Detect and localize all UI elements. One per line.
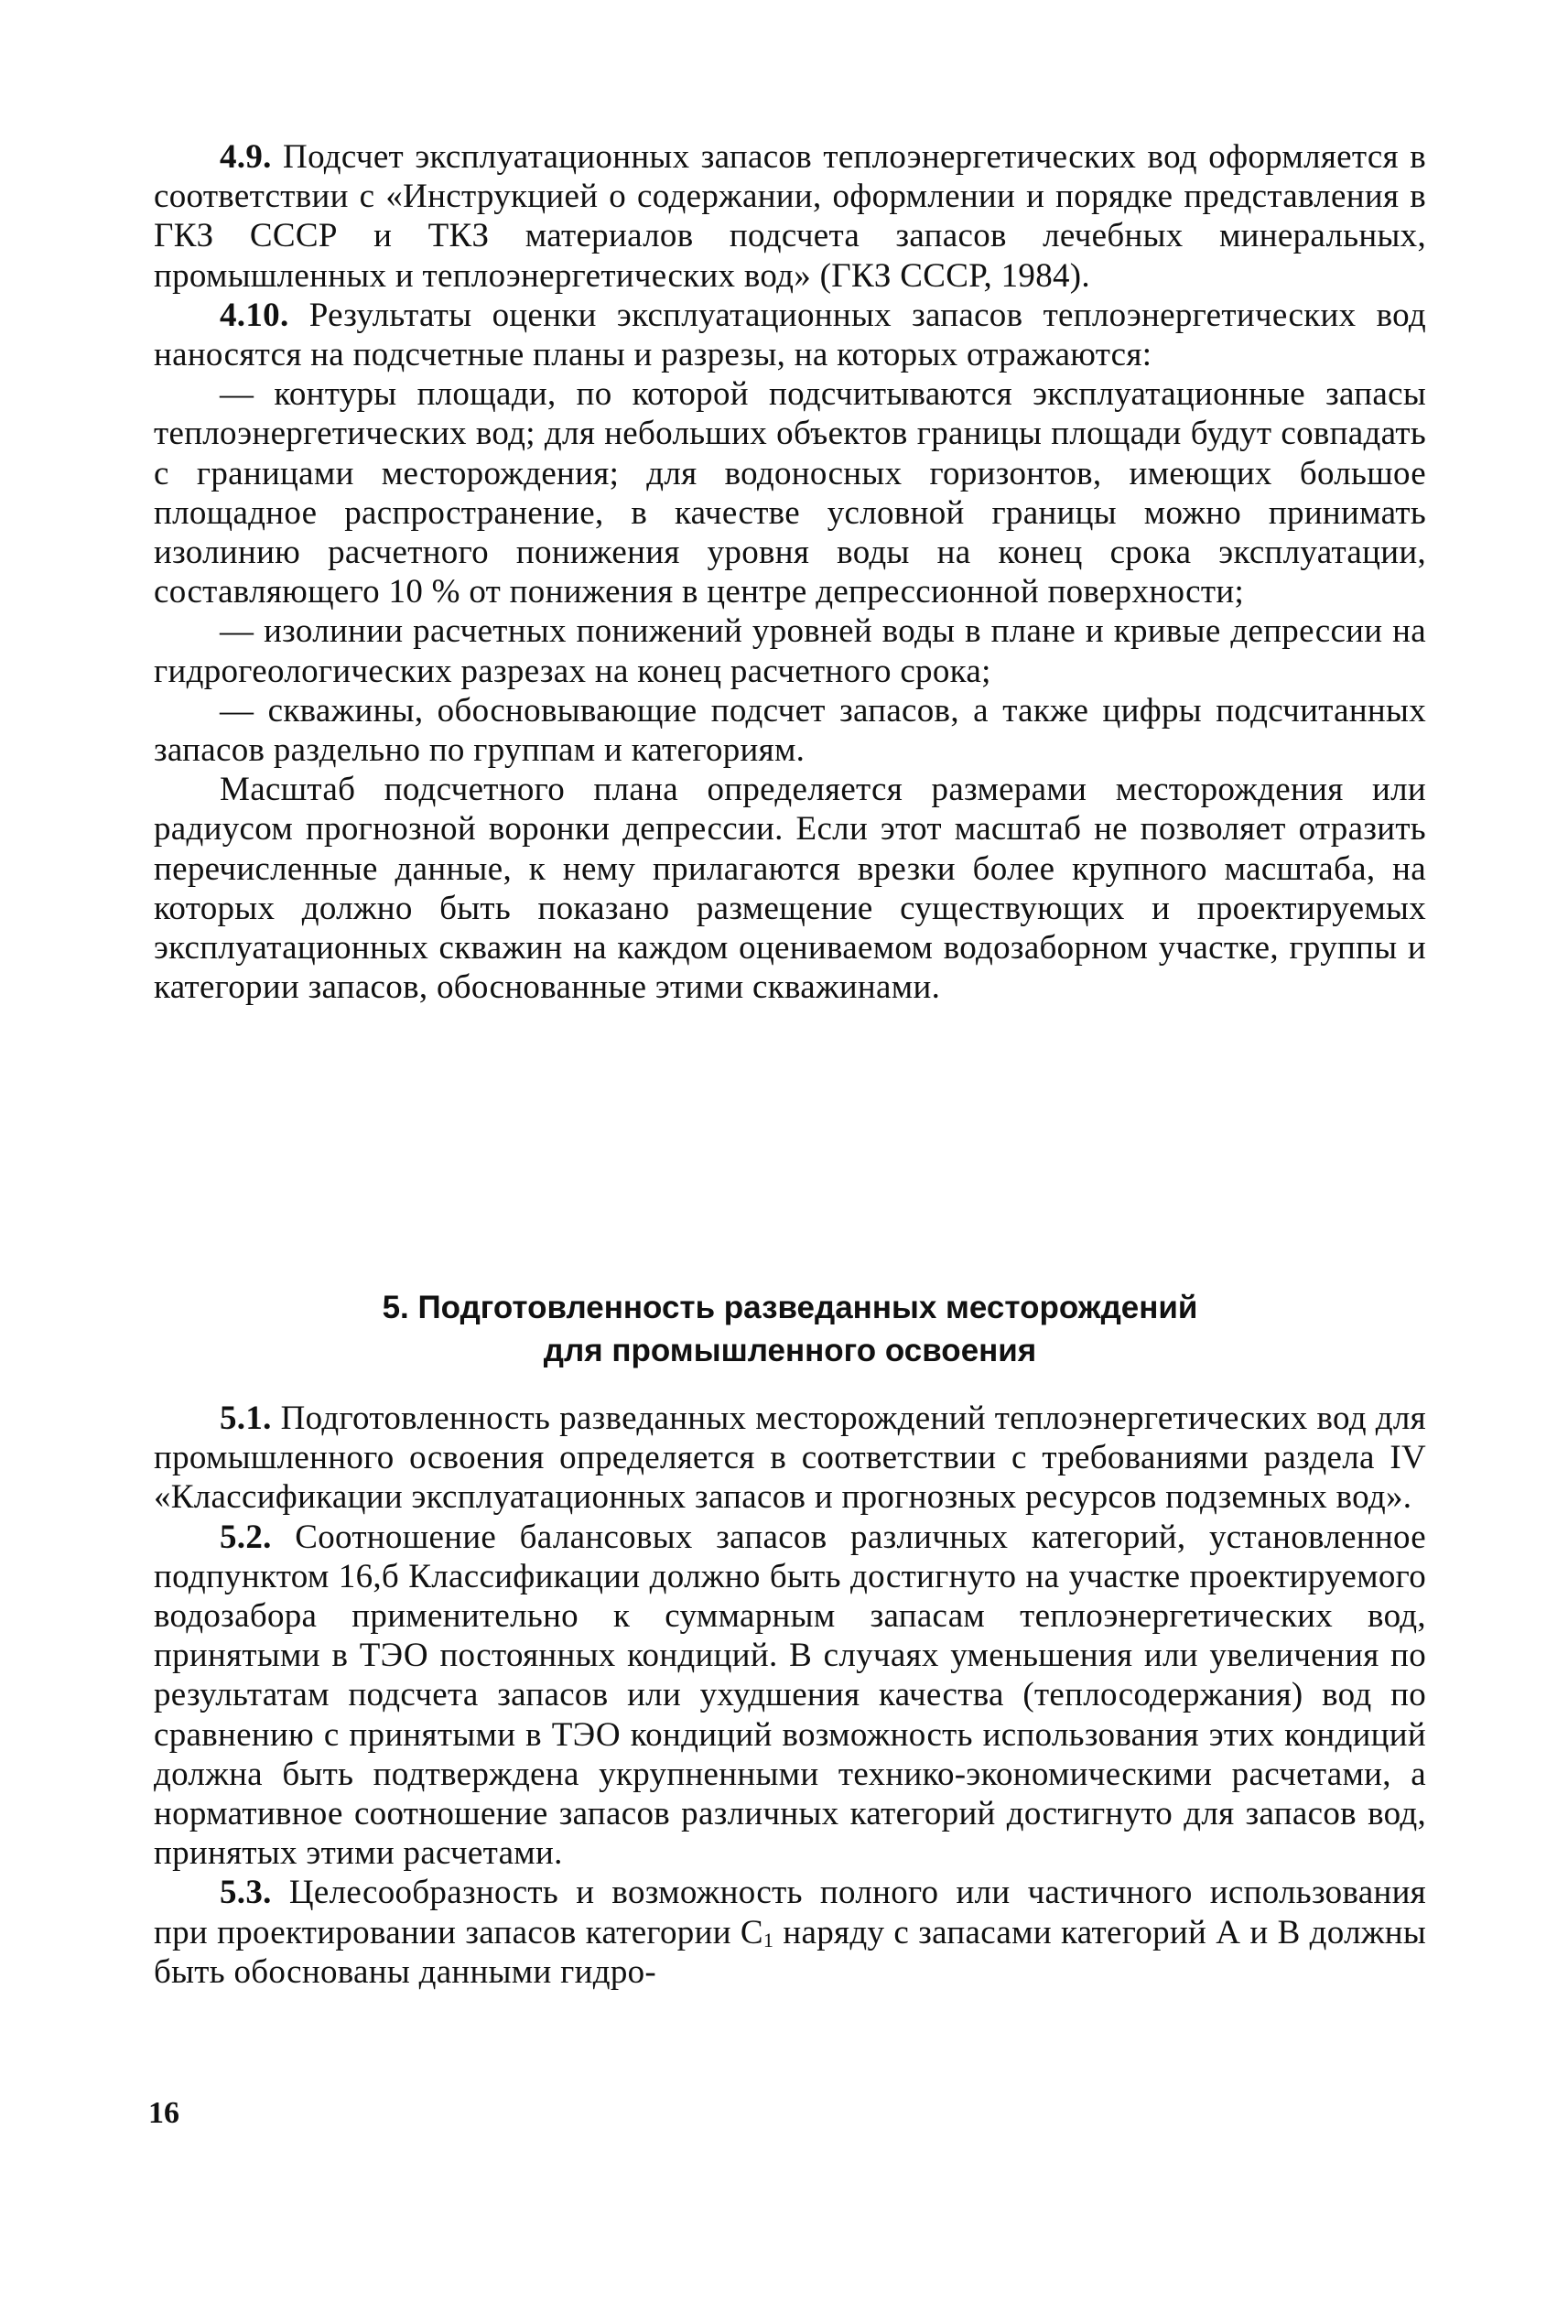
- paragraph-number: 4.9.: [220, 138, 272, 176]
- paragraph-5-2: [154, 1518, 1426, 1874]
- page-number: 16: [148, 2096, 179, 2130]
- paragraph-number: 5.3.: [220, 1874, 272, 1912]
- section-4-text: [154, 137, 1426, 1007]
- paragraph-text: наряду с запасами категорий А и В должны быть обоснованы данными гидро-: [154, 1913, 1426, 1991]
- paragraph-4-10: [154, 296, 1426, 374]
- section-5-heading: [154, 1286, 1426, 1372]
- list-item: — скважины, обосновывающие подсчет запасов, а также цифры подсчитанных запасов раздельно по группам и категориям.: [154, 691, 1426, 770]
- paragraph-5-3: [154, 1873, 1426, 1992]
- list-item: — изолинии расчетных понижений уровней воды в плане и кривые депрессии на гидрогеологических разрезах на конец расчетного срока;: [154, 612, 1426, 690]
- paragraph-text: Подсчет эксплуатационных запасов теплоэнергетических вод оформляется в соответствии с «Инструкцией о содержании, оформлении и порядке представления в ГКЗ СССР и ТКЗ материалов подсчета запасов лечебных минеральных, промышленных и теплоэнергетических вод» (ГКЗ СССР, 1984).: [154, 138, 1426, 295]
- heading-line: 5. Подготовленность разведанных месторождений: [382, 1290, 1198, 1325]
- heading-line: для промышленного освоения: [543, 1333, 1037, 1368]
- paragraph-text: Результаты оценки эксплуатационных запасов теплоэнергетических вод наносятся на подсчетные планы и разрезы, на которых отражаются:: [154, 296, 1426, 374]
- list-item: — контуры площади, по которой подсчитываются эксплуатационные запасы теплоэнергетических вод; для небольших объектов границы площади будут совпадать с границами месторождения; для водоносных горизонтов, имеющих большое площадное распространение, в качестве условной границы можно принимать изолинию расчетного понижения уровня воды на конец срока эксплуатации, составляющего 10 % от понижения в центре депрессионной поверхности;: [154, 375, 1426, 611]
- section-5-text: [154, 1399, 1426, 1992]
- paragraph-text: Подготовленность разведанных месторождений теплоэнергетических вод для промышленного освоения определяется в соответствии с требованиями раздела IV «Классификации эксплуатационных запасов и прогнозных ресурсов подземных вод».: [154, 1400, 1426, 1517]
- paragraph-scale: Масштаб подсчетного плана определяется размерами месторождения или радиусом прогнозной воронки депрессии. Если этот масштаб не позволяет отразить перечисленные данные, к нему прилагаются врезки более крупного масштаба, на которых должно быть показано размещение существующих и проектируемых эксплуатационных скважин на каждом оцениваемом водозаборном участке, группы и категории запасов, обоснованные этими скважинами.: [154, 771, 1426, 1007]
- paragraph-number: 4.10.: [220, 296, 289, 334]
- paragraph-text: Соотношение балансовых запасов различных категорий, установленное подпунктом 16,б Классификации должно быть достигнуто на участке проектируемого водозабора применительно к суммарным запасам теплоэнергетических вод, принятыми в ТЭО постоянных кондиций. В случаях уменьшения или увеличения по результатам подсчета запасов или ухудшения качества (теплосодержания) вод по сравнению с принятыми в ТЭО кондиций возможность использования этих кондиций должна быть подтверждена укрупненными технико-экономическими расчетами, а нормативное соотношение запасов различных категорий достигнуто для запасов вод, принятых этими расчетами.: [154, 1518, 1426, 1873]
- paragraph-4-9: [154, 137, 1426, 296]
- paragraph-text: Целесообразность и возможность полного или частичного использования при проектировании запасов категории C: [154, 1874, 1426, 1951]
- paragraph-number: 5.1.: [220, 1400, 272, 1437]
- paragraph-5-1: [154, 1399, 1426, 1518]
- paragraph-number: 5.2.: [220, 1518, 272, 1556]
- subscript: 1: [762, 1928, 774, 1951]
